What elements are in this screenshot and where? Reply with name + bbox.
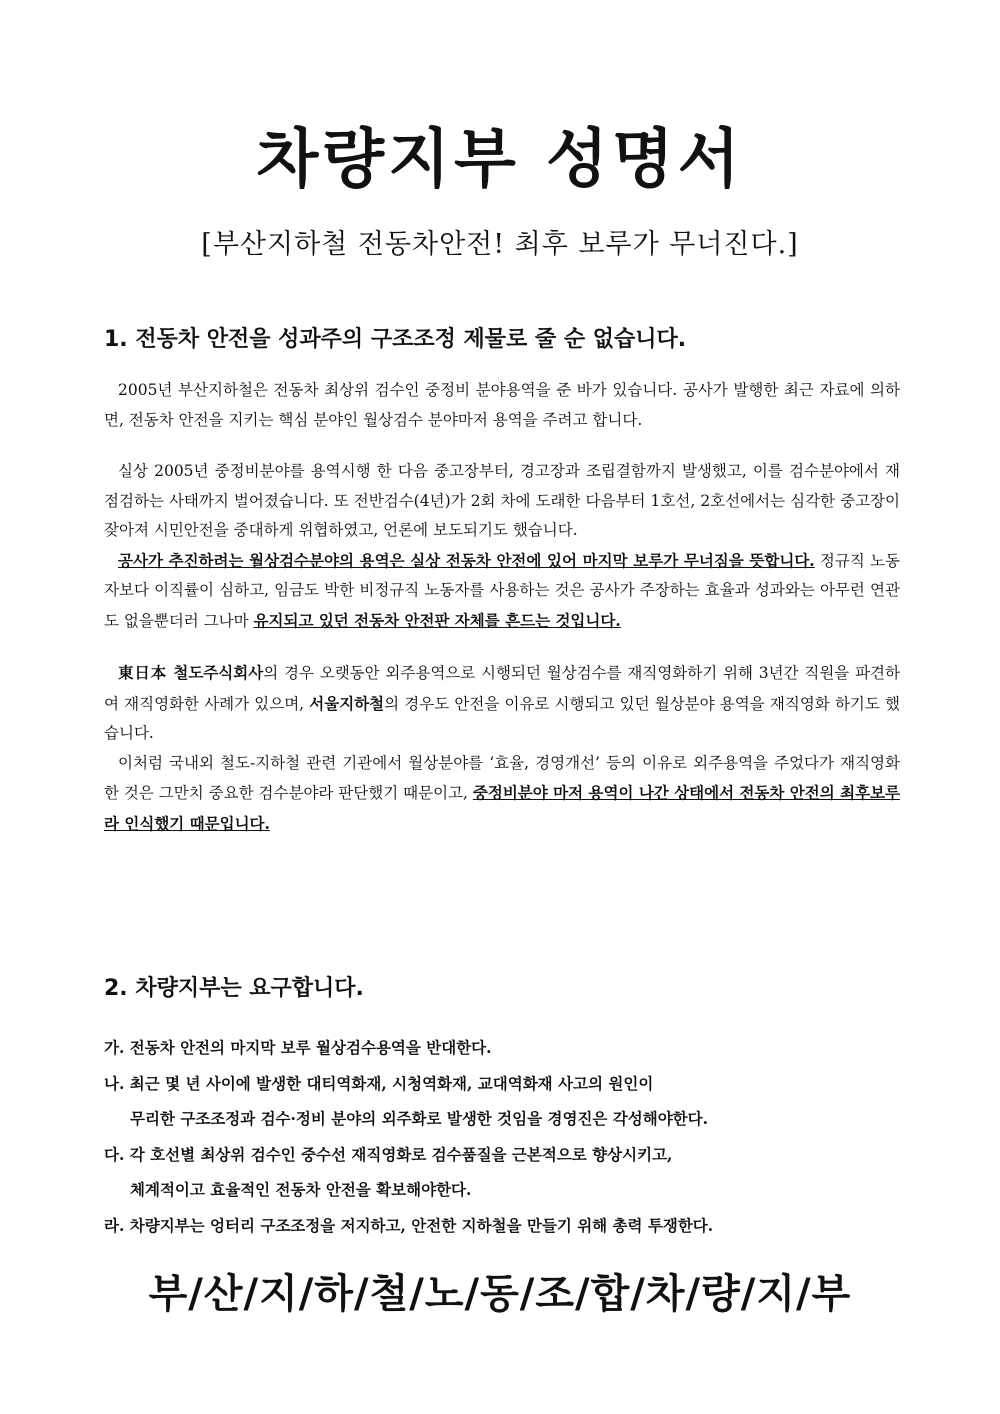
paragraph-3-text: 정규직 노동자보다 이직률이 심하고, 임금도 박한 비정규직 노동자를 사용하는 것은 공사가 주장하는 효율과 성과와는 아무런 연관도 없을뿐더러 그나마 [104, 551, 900, 630]
paragraph-1: 2005년 부산지하철은 전동차 최상위 검수인 중정비 분야용역을 준 바가 있습니다. 공사가 발행한 최근 자료에 의하면, 전동차 안전을 지키는 핵심 분야인 월상검수 분야마저 용역을 주려고 합니다. [104, 381, 900, 429]
bold-jr-east: 東日本 철도주식회사 [118, 663, 264, 682]
demand-item-d: 라. 차량지부는 엉터리 구조조정을 저지하고, 안전한 지하철을 만들기 위해 총력 투쟁한다. [104, 1215, 714, 1235]
paragraph-4-end: 의 경우도 안전을 이유로 시행되고 있던 월상분야 용역을 재직영화 하기도 했습니다. [104, 694, 901, 742]
demand-item-b-continued: 무리한 구조조정과 검수·정비 분야의 외주화로 발생한 것임을 경영진은 각성해야한다. [130, 1109, 709, 1128]
union-signature: 부/산/지/하/철/노/동/조/합/차/량/지/부 [148, 1271, 852, 1317]
paragraph-3 [104, 546, 900, 637]
demands-list [104, 1030, 904, 1243]
paragraph-4-text: 의 경우 오랫동안 외주용역으로 시행되던 월상검수를 재직영화하기 위해 3년간 직원을 파견하여 재직영화한 사례가 있으며, [104, 664, 900, 713]
bold-seoul-metro: 서울지하철 [309, 693, 385, 713]
paragraph-4 [104, 658, 900, 749]
underlined-emphasis-1: 공사가 추진하려는 월상검수분야의 용역은 실상 전동차 안전에 있어 마지막 보루가 무너짐을 뜻합니다. [118, 550, 815, 570]
document-subtitle: [부산지하철 전동차안전! 최후 보루가 무너진다.] [201, 229, 799, 260]
paragraph-5 [104, 749, 900, 840]
demand-item-b: 나. 최근 몇 년 사이에 발생한 대티역화재, 시청역화재, 교대역화재 사고의 원인이 [104, 1073, 654, 1093]
paragraph-2: 실상 2005년 중정비분야를 용역시행 한 다음 중고장부터, 경고장과 조립결함까지 발생했고, 이를 검수분야에서 재점검하는 사태까지 벌어졌습니다. 또 전반검수(4년)가 2회 차에 도래한 다음부터 1호선, 2호선에서는 심각한 중고장이 잦아져 시민안전을 중대하게 위협하였고, 언론에 보도되기도 했습니다. [104, 462, 900, 539]
section-1-heading: 1. 전동차 안전을 성과주의 구조조정 제물로 줄 순 없습니다. [104, 327, 687, 352]
demand-item-a: 가. 전동차 안전의 마지막 보루 월상검수용역을 반대한다. [104, 1038, 492, 1057]
section-1-body [104, 376, 900, 839]
demand-item-c: 다. 각 호선별 최상위 검수인 중수선 재직영화로 검수품질을 근본적으로 향상시키고, [104, 1144, 673, 1164]
document-title: 차량지부 성명서 [256, 123, 744, 197]
paragraph-5-text: 이처럼 국내외 철도-지하철 관련 기관에서 월상분야를 ‘효율, 경영개선’ 등의 이유로 외주용역을 주었다가 재직영화한 것은 그만치 중요한 검수분야라 판단했기 때문이고, [104, 753, 900, 802]
underlined-emphasis-2: 유지되고 있던 전동차 안전판 자체를 흔드는 것입니다. [253, 610, 621, 630]
demand-item-c-continued: 체계적이고 효율적인 전동차 안전을 확보해야한다. [130, 1180, 472, 1199]
section-2-heading: 2. 차량지부는 요구합니다. [104, 976, 364, 1001]
underlined-emphasis-3: 중정비분야 마저 용역이 나간 상태에서 전동차 안전의 최후보루라 인식했기 때문입니다. [104, 783, 900, 833]
